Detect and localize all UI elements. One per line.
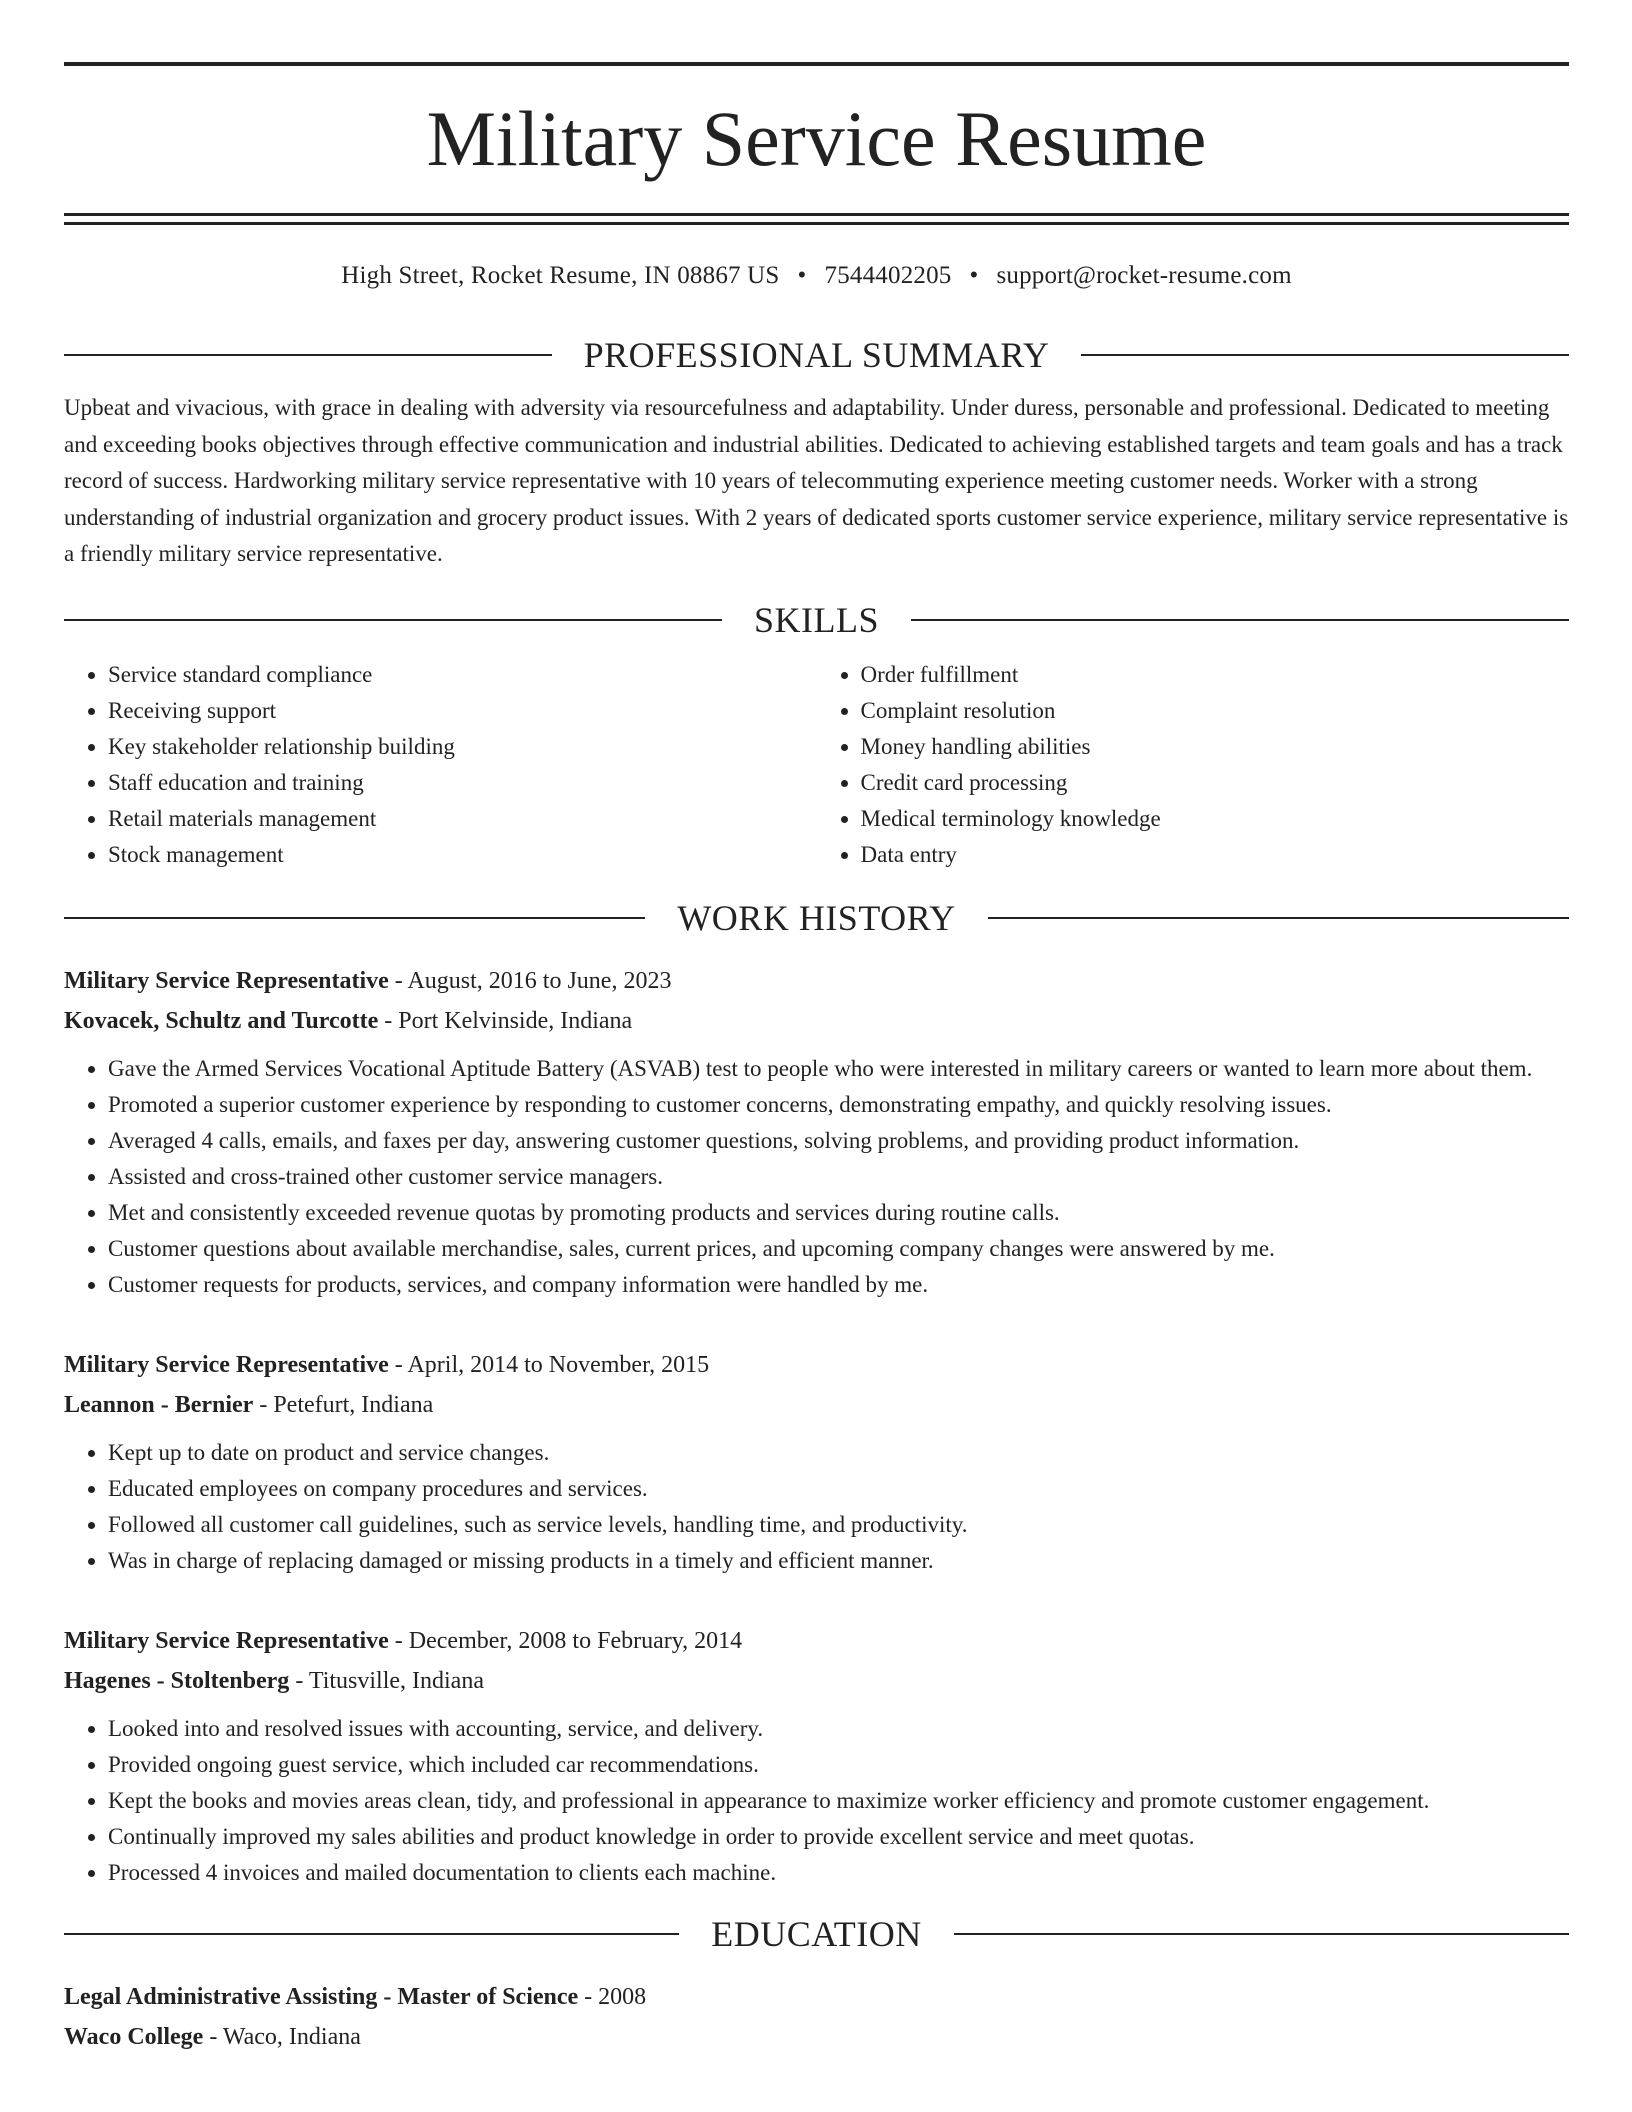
section-rule: [954, 1933, 1569, 1935]
top-rule: [64, 62, 1569, 66]
job-duty: • Customer questions about available merchandise, sales, current prices, and upcoming company changes were answered by me.: [108, 1231, 1569, 1267]
skills-column-left: [64, 657, 817, 873]
job-company: Kovacek, Schultz and Turcotte: [64, 1007, 379, 1034]
job-duty: • Averaged 4 calls, emails, and faxes per day, answering customer questions, solving problems, and providing product information.: [108, 1123, 1569, 1159]
summary-text: Upbeat and vivacious, with grace in dealing with adversity via resourcefulness and adaptability. Under duress, personable and professional. Dedicated to meeting and exceeding books objectives through effective communication and industrial abilities. Dedicated to achieving established targets and team goals and has a track record of success. Hardworking military service representative with 10 years of telecommuting experience meeting customer needs. Worker with a strong understanding of industrial organization and grocery product issues. With 2 years of dedicated sports customer service experience, military service representative is a friendly military service representative.: [64, 395, 1569, 566]
page-title: Military Service Resume: [426, 95, 1207, 182]
job-duty: • Processed 4 invoices and mailed documentation to clients each machine.: [108, 1855, 1569, 1891]
summary-heading: PROFESSIONAL SUMMARY: [583, 335, 1050, 375]
job-company-line: [64, 1385, 1569, 1425]
skills-header: [64, 599, 1569, 641]
education-degree-line: [64, 1977, 1569, 2017]
section-rule: [64, 354, 552, 356]
job-duty: • Continually improved my sales abilities and product knowledge in order to provide excellent service and meet quotas.: [108, 1819, 1569, 1855]
job-location: Titusville, Indiana: [308, 1667, 484, 1694]
dash: -: [388, 1627, 409, 1654]
job-company-line: [64, 1661, 1569, 1701]
job-duty: • Gave the Armed Services Vocational Aptitude Battery (ASVAB) test to people who were interested in military careers or wanted to learn more about them.: [108, 1051, 1569, 1087]
education-location: Waco, Indiana: [222, 2023, 361, 2050]
job-title: Military Service Representative: [64, 1351, 389, 1378]
dash: -: [378, 1007, 399, 1034]
job-duty: • Kept up to date on product and service changes.: [108, 1435, 1569, 1471]
dash: -: [388, 1351, 408, 1378]
section-rule: [64, 619, 722, 621]
dash: -: [388, 967, 408, 994]
education-degree: Legal Administrative Assisting - Master of Science: [64, 1983, 579, 2010]
contact-separator: •: [969, 262, 979, 289]
job-location: Port Kelvinside, Indiana: [398, 1007, 633, 1034]
job-company-line: [64, 1001, 1569, 1041]
job-dates: December, 2008 to February, 2014: [408, 1627, 743, 1654]
job-duty: • Met and consistently exceeded revenue quotas by promoting products and services during routine calls.: [108, 1195, 1569, 1231]
skill-item: • Complaint resolution: [861, 693, 1570, 729]
education-entry: [64, 1977, 1569, 2057]
skill-item: • Medical terminology knowledge: [861, 801, 1570, 837]
job-duties: [64, 1051, 1569, 1303]
job-duty: • Looked into and resolved issues with accounting, service, and delivery.: [108, 1711, 1569, 1747]
skill-item: • Key stakeholder relationship building: [108, 729, 817, 765]
job-entry: [64, 1621, 1569, 1891]
job-dates: April, 2014 to November, 2015: [407, 1351, 710, 1378]
resume-page: [64, 62, 1569, 2057]
section-rule: [64, 1933, 679, 1935]
job-duties: [64, 1711, 1569, 1891]
job-title-line: [64, 1621, 1569, 1661]
dash: -: [253, 1391, 274, 1418]
dash: -: [203, 2023, 223, 2050]
section-rule: [911, 619, 1569, 621]
job-duty: • Provided ongoing guest service, which included car recommendations.: [108, 1747, 1569, 1783]
job-title: Military Service Representative: [64, 1627, 389, 1654]
skill-item: • Receiving support: [108, 693, 817, 729]
job-dates: August, 2016 to June, 2023: [407, 967, 672, 994]
job-duty: • Promoted a superior customer experience by responding to customer concerns, demonstrating empathy, and quickly resolving issues.: [108, 1087, 1569, 1123]
section-rule: [1081, 354, 1569, 356]
job-entry: [64, 961, 1569, 1303]
dash: -: [578, 1983, 599, 2010]
education-year: 2008: [598, 1983, 647, 2010]
skill-item: • Credit card processing: [861, 765, 1570, 801]
skill-item: • Data entry: [861, 837, 1570, 873]
job-company: Leannon - Bernier: [64, 1391, 254, 1418]
job-duty: • Kept the books and movies areas clean, tidy, and professional in appearance to maximize worker efficiency and promote customer engagement.: [108, 1783, 1569, 1819]
work-heading: WORK HISTORY: [677, 897, 956, 938]
section-rule: [988, 917, 1569, 919]
job-title-line: [64, 961, 1569, 1001]
job-entry: [64, 1345, 1569, 1579]
job-title-line: [64, 1345, 1569, 1385]
skill-item: • Staff education and training: [108, 765, 817, 801]
education-school-line: [64, 2017, 1569, 2057]
skills-heading: SKILLS: [754, 599, 880, 640]
job-duty: • Assisted and cross-trained other customer service managers.: [108, 1159, 1569, 1195]
skill-item: • Money handling abilities: [861, 729, 1570, 765]
education-heading: EDUCATION: [711, 1913, 922, 1954]
skills-list: [64, 657, 1569, 873]
contact-address: High Street, Rocket Resume, IN 08867 US: [341, 262, 780, 289]
skill-item: • Order fulfillment: [861, 657, 1570, 693]
job-duties: [64, 1435, 1569, 1579]
education-school: Waco College: [64, 2023, 204, 2050]
skill-item: • Stock management: [108, 837, 817, 873]
job-duty: • Followed all customer call guidelines, such as service levels, handling time, and productivity.: [108, 1507, 1569, 1543]
contact-phone: 7544402205: [824, 262, 952, 289]
title-double-rule: [64, 213, 1569, 226]
job-location: Petefurt, Indiana: [273, 1391, 434, 1418]
job-duty: • Was in charge of replacing damaged or missing products in a timely and efficient manner.: [108, 1543, 1569, 1579]
contact-line: [64, 262, 1569, 290]
contact-email: support@rocket-resume.com: [996, 262, 1292, 289]
job-company: Hagenes - Stoltenberg: [64, 1667, 290, 1694]
work-header: [64, 897, 1569, 939]
summary-header: [64, 334, 1569, 376]
skill-item: • Service standard compliance: [108, 657, 817, 693]
job-duty: • Customer requests for products, services, and company information were handled by me.: [108, 1267, 1569, 1303]
job-title: Military Service Representative: [64, 967, 389, 994]
job-duty: • Educated employees on company procedures and services.: [108, 1471, 1569, 1507]
dash: -: [289, 1667, 309, 1694]
skill-item: • Retail materials management: [108, 801, 817, 837]
contact-separator: •: [797, 262, 807, 289]
section-rule: [64, 917, 645, 919]
education-header: [64, 1913, 1569, 1955]
skills-column-right: [817, 657, 1570, 873]
